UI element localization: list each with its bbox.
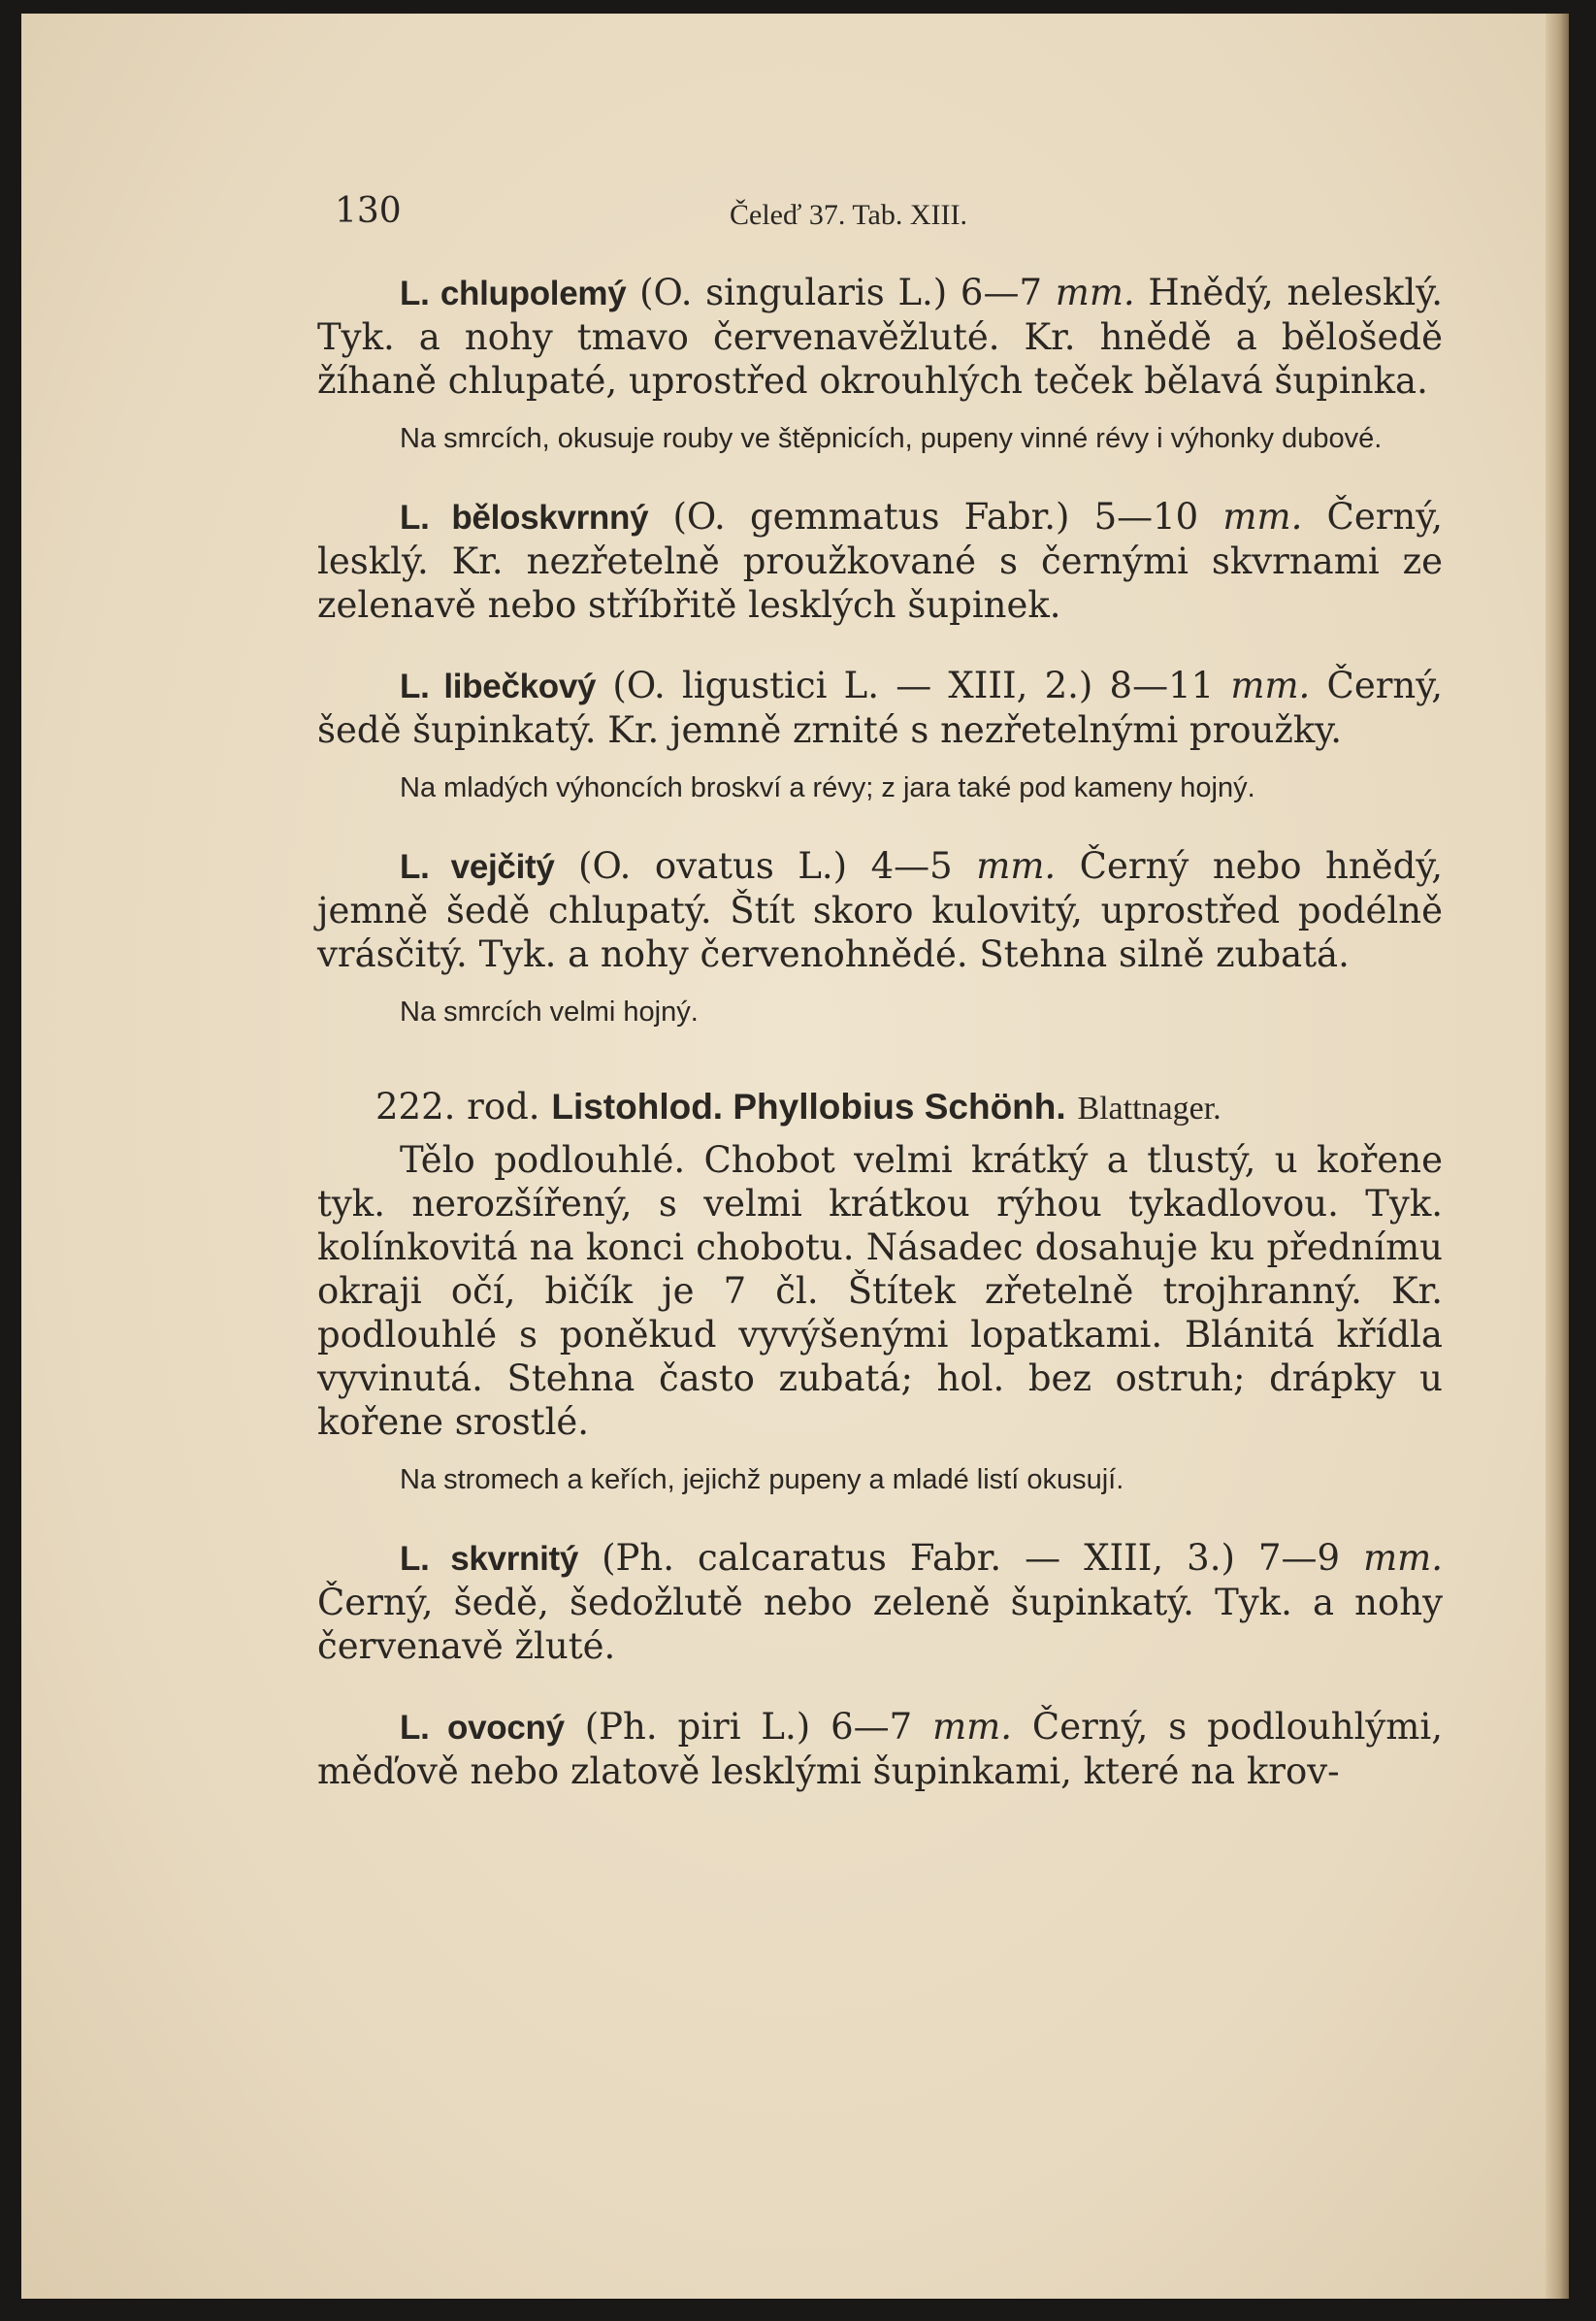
- species-entry: L. skvrnitý (Ph. calcaratus Fabr. — XIII, 3.) 7—9 mm. Černý, šedě, šedožlutě nebo zeleně šupinkatý. Tyk. a nohy červenavě žluté.: [317, 1537, 1443, 1667]
- species-entry: L. vejčitý (O. ovatus L.) 4—5 mm. Černý nebo hnědý, jemně šedě chlupatý. Štít skoro kulovitý, uprostřed podélně vrásčitý. Tyk. a nohy červenohnědé. Stehna silně zubatá.: [317, 845, 1443, 975]
- genus-name: Listohlod. Phyllobius Schönh.: [551, 1087, 1066, 1127]
- genus-number: 222.: [375, 1086, 456, 1128]
- running-header: [317, 174, 1443, 242]
- genus-note: Na stromech a keřích, jejichž pupeny a mladé listí okusují.: [400, 1464, 1124, 1495]
- species-entry: L. libečkový (O. ligustici L. — XIII, 2.) 8—11 mm. Černý, šedě šupinkatý. Kr. jemně zrnité s nezřetelnými proužky.: [317, 665, 1443, 751]
- species-name: L. chlupolemý: [400, 275, 627, 312]
- species-name: L. ovocný: [400, 1709, 565, 1747]
- species-name: L. běloskvrnný: [400, 499, 649, 537]
- genus-german-name: Blattnager.: [1077, 1091, 1221, 1127]
- species-name: L. libečkový: [400, 668, 597, 705]
- species-name: L. vejčitý: [400, 848, 555, 886]
- species-note: Na smrcích, okusuje rouby ve štěpnicích, pupeny vinné révy i výhonky dubové.: [400, 423, 1383, 454]
- page-text: [317, 174, 1443, 1793]
- genus-description: Tělo podlouhlé. Chobot velmi krátký a tlustý, u kořene tyk. nerozšířený, s velmi krátkou rýhou tykadlovou. Tyk. kolínkovitá na konci chobotu. Násadec dosahuje ku přednímu okraji očí, bičík je 7 čl. Štítek zřetelně trojhranný. Kr. podlouhlé s poněkud vyvýšenými lopatkami. Blánitá křídla vyvinutá. Stehna často zubatá; hol. bez ostruh; drápky u kořene srostlé.: [317, 1139, 1443, 1443]
- running-title: Čeleď 37. Tab. XIII.: [730, 199, 968, 231]
- page-spine-shadow: [1546, 14, 1569, 2299]
- page-number: 130: [335, 191, 402, 231]
- genus-rank: rod.: [467, 1086, 540, 1128]
- species-entry: L. ovocný (Ph. piri L.) 6—7 mm. Černý, s podlouhlými, měďově nebo zlatově lesklými šupinkami, které na krov-: [317, 1706, 1443, 1792]
- book-page: [21, 14, 1569, 2299]
- species-note: Na mladých výhoncích broskví a révy; z jara také pod kameny hojný.: [400, 772, 1255, 803]
- genus-heading: [317, 1085, 1443, 1130]
- species-entry: L. chlupolemý (O. singularis L.) 6—7 mm. Hnědý, nelesklý. Tyk. a nohy tmavo červenavěžluté. Kr. hnědě a bělošedě žíhaně chlupaté, uprostřed okrouhlých teček bělavá šupinka.: [317, 272, 1443, 402]
- species-note: Na smrcích velmi hojný.: [400, 997, 699, 1028]
- species-entry: L. běloskvrnný (O. gemmatus Fabr.) 5—10 mm. Černý, lesklý. Kr. nezřetelně proužkované s černými skvrnami ze zelenavě nebo stříbřitě lesklých šupinek.: [317, 496, 1444, 626]
- species-name: L. skvrnitý: [400, 1540, 579, 1578]
